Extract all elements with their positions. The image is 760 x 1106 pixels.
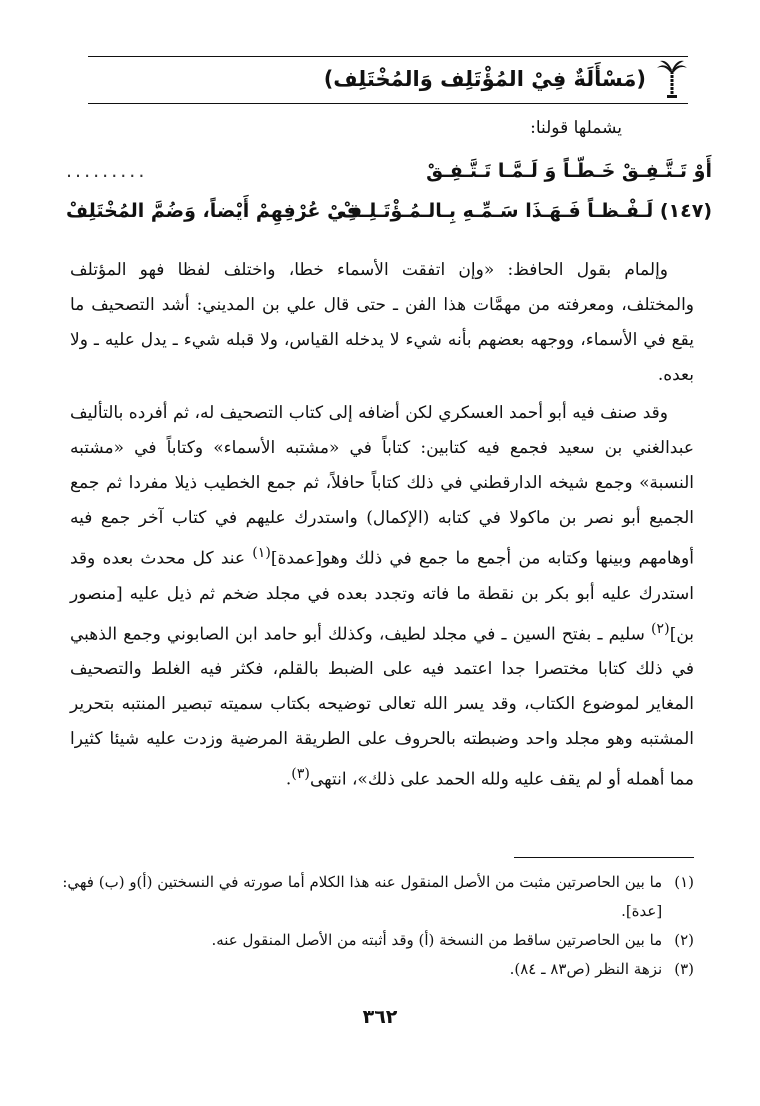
footnote-ref-3[interactable]: (٣) [291,766,310,783]
verse-2-right-text: لَـفْـظـاً فَـهَـذَا سَـمِّـهِ بِـالـمُـؤْتَـلِـفْ [339,200,654,222]
paragraph-2-part-a: وقد صنف فيه أبو أحمد العسكري لكن أضافه إلى كتاب التصحيف له، ثم أفرده بالتأليف عبدالغني بن سعيد فجمع فيه كتابين: كتاباً في «مشتبه الأسماء» وكتاباً في «مشتبه النسبة» وجمع شيخه الدارقطني في ذلك كتاباً حافلاً، ثم جمع الخطيب ذيلا مفردا ثم جمع الجميع أبو نصر بن ماكولا في كتابه (الإكمال) واستدرك عليهم في كتاب آخر جمع فيه أوهامهم وبينها وكتابه من أجمع ما جمع في ذلك وهو[عمدة] [70,403,694,569]
running-header [88,58,688,100]
footnote-separator [514,857,694,858]
footnote-number: (١) [674,873,694,891]
intro-line: يشملها قولنا: [530,118,622,138]
paragraph-2-part-b: عند كل محدث بعده وقد استدرك عليه أبو بكر بن نقطة ما فاته وتجدد بعده في مجلد ضخم ثم ذيل عليه [منصور بن] [70,548,694,645]
footnote-text: ما بين الحاصرتين مثبت من الأصل المنقول عنه هذا الكلام أما صورته في النسختين (أ)و (ب) فهي: [عدة]. [62,873,663,920]
verse-1-right-hemistich: أَوْ تَـتَّـفِـقْ خَـطّـاً وَ لَـمَّـا تَـتَّـفِـقْ [426,160,712,182]
footnote-number: (٢) [674,931,694,949]
verse-line-1 [66,160,712,190]
verse-2-left-hemistich: فِيْ عُرْفِهِمْ أَيْضاً، وَضُمَّ المُخْتَلِفْ [66,200,359,222]
header-title: (مَسْأَلَةٌ فِيْ المُؤْتَلِف وَالمُخْتَلِف) [323,67,646,91]
footnote-item [54,955,694,984]
paragraph-2-part-c: سليم ـ بفتح السين ـ في مجلد لطيف، وكذلك أبو حامد ابن الصابوني وجمع الذهبي في ذلك كتابا مختصرا جدا اعتمد فيه على الضبط بالقلم، فكثر فيه الغلط والتصحيف المغاير لموضوع الكتاب، وقد يسر الله تعالى توضيحه بكتاب سميته تبصير المنتبه بتحرير المشتبه وهو مجلد واحد وضبطته بالحروف على الطريقة المرضية وزدت عليه شيئا كثيرا مما أهمله أو لم يقف عليه ولله الحمد على ذلك»، انتهى [70,624,694,790]
header-rule-bottom [88,103,688,104]
page-number: ٣٦٢ [362,1006,398,1028]
footnote-text: ما بين الحاصرتين ساقط من النسخة (أ) وقد أثبته من الأصل المنقول عنه. [211,931,663,949]
header-rule-top [88,56,688,57]
verse-number: (١٤٧) [659,200,712,222]
verse-line-2 [66,200,712,230]
footnotes [54,868,694,984]
footnote-item [54,926,694,955]
verse-1-left-dots: ......... [66,160,148,182]
footnote-ref-1[interactable]: (١) [252,545,271,561]
paragraph-2 [70,396,694,798]
paragraph-1: وإلمام بقول الحافظ: «وإن اتفقت الأسماء خطا، واختلف لفظا فهو المؤتلف والمختلف، ومعرفته من مهمَّات هذا الفن ـ حتى قال علي بن المديني: أشد التصحيف ما يقع في الأسماء، ووجهه بعضهم بأنه شيء لا يدخله القياس، ولا قبله شيء ـ يدل عليه ـ ولا بعده. [70,260,694,385]
footnote-item [54,868,694,926]
footnote-ref-2[interactable]: (٢) [651,620,670,637]
verse-2-right-hemistich [340,200,712,222]
paragraph-2-end: . [285,769,292,790]
footnote-number: (٣) [674,960,694,978]
palm-tree-icon [656,59,688,99]
footnote-text: نزهة النظر (ص٨٣ ـ ٨٤). [509,960,663,978]
